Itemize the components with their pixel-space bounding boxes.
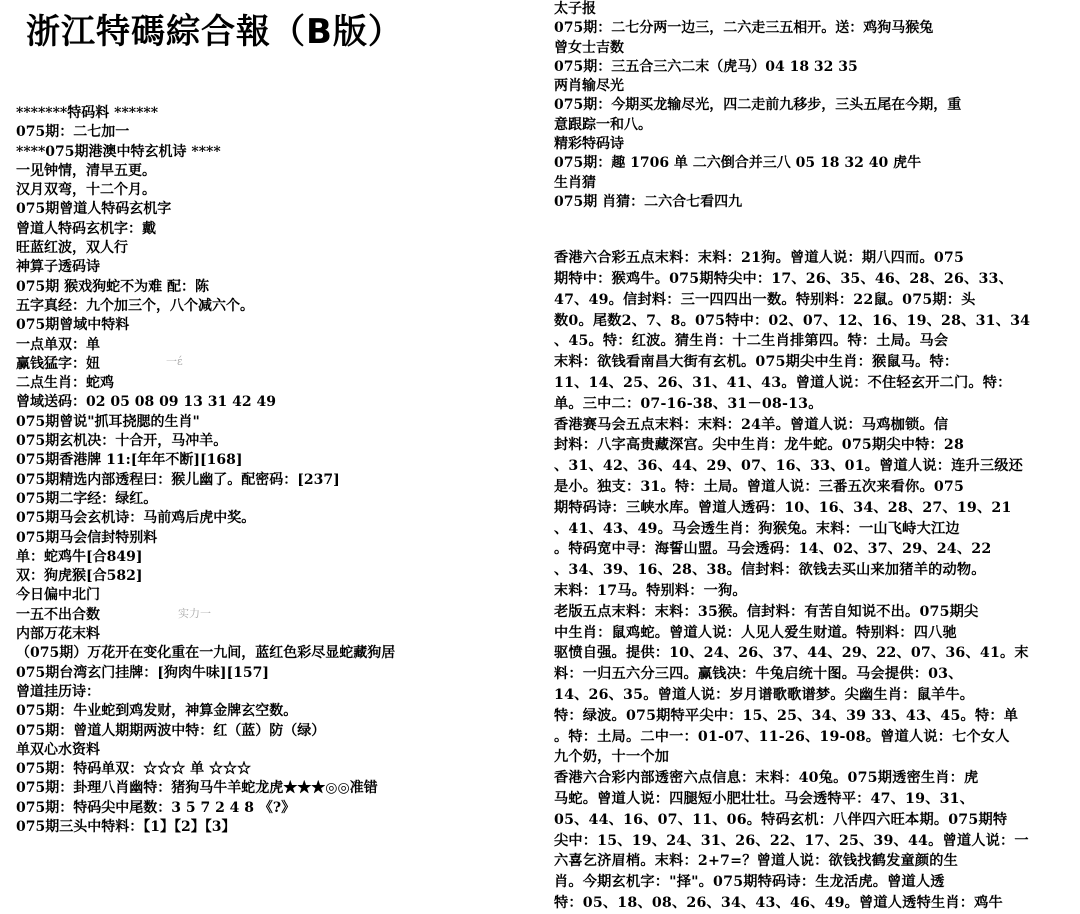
faint-stamp-2: 一έ [166, 355, 183, 368]
text-line: 意跟踪一和八。 [554, 116, 652, 133]
paragraph-line: 是小。独支：31。特：土局。曾道人说：三番五次来看你。075 [554, 479, 965, 496]
text-line: 075期马会信封特别料 [16, 529, 158, 546]
paragraph-line: 、31、42、36、44、29、07、16、33、01。曾道人说：连升三级还 [554, 458, 1024, 475]
text-line: 075期曾说"抓耳挠腮的生肖" [16, 413, 200, 430]
paragraph-line: 六喜乞济眉梢。末料：2+7=？曾道人说：欲钱找鹤发童颜的生 [554, 853, 959, 870]
text-line: 075期：曾道人期期两波中特：红（蓝）防（绿） [16, 722, 326, 739]
paragraph-line: 期特码诗：三峡水库。曾道人透码：10、16、34、28、27、19、21 [554, 499, 1012, 516]
paragraph-line: 香港六合彩五点末料：末料：21狗。曾道人说：期八四而。075 [554, 250, 965, 267]
text-line: 单双心水资料 [16, 741, 100, 758]
paragraph-line: 47、49。信封料：三一四四出一数。特别料：22鼠。075期：头 [554, 291, 976, 308]
text-line: 075期：卦理八肖幽特：猪狗马牛羊蛇龙虎★★★◎◎准错 [16, 780, 378, 797]
text-line: 075期玄机决：十合开，马冲羊。 [16, 433, 228, 450]
paragraph-line: 14、26、35。曾道人说：岁月谱歌歌谱梦。尖幽生肖：鼠羊牛。 [554, 687, 975, 703]
text-line: 内部万花末料 [16, 626, 100, 643]
text-line: 075期：特码单双：☆☆☆ 单 ☆☆☆ [16, 761, 251, 778]
text-line: 075期马会玄机诗：马前鸡后虎中奖。 [16, 510, 256, 527]
text-line: 两肖输尽光 [554, 78, 624, 95]
paragraph-line: 、45。特：红波。猜生肖：十二生肖排第四。特：土局。马会 [554, 333, 949, 350]
paragraph-line: 肖。今期玄机字："择"。075期特码诗：生龙活虎。曾道人透 [554, 874, 945, 891]
text-line: 075期精选内部透程曰：猴儿幽了。配密码：[237] [16, 471, 340, 488]
paragraph-line: 中生肖：鼠鸡蛇。曾道人说：人见人爱生财道。特别料：四八驰 [554, 624, 957, 641]
paragraph-line: 马蛇。曾道人说：四腿短小肥壮壮。马会透特平：47、19、31、 [554, 790, 975, 807]
page-title: 浙江特碼綜合報（B版） [26, 12, 403, 52]
text-line: 075期曾域中特料 [16, 317, 130, 334]
text-line: 075期 猴戏狗蛇不为难 配：陈 [16, 278, 209, 295]
text-line: 赢钱猛字：妞 [16, 355, 100, 372]
paragraph-line: 数0。尾数2、7、8。075特中：02、07、12、16、19、28、31、34 [554, 312, 1031, 329]
text-line: 精彩特码诗 [554, 136, 624, 153]
paragraph-line: 九个奶，十一个加 [554, 749, 670, 766]
paragraph-line: 末料：17马。特别料：一狗。 [554, 583, 747, 600]
paragraph-line: 特：05、18、08、26、34、43、46、49。曾道人透特生肖：鸡牛 [554, 894, 1003, 911]
paragraph-line: 末料：欲钱看南昌大街有玄机。075期尖中生肖：猴鼠马。特： [554, 354, 959, 371]
paragraph-line: 、34、39、16、28、38。信封料：欲钱去买山来加猪羊的动物。 [554, 562, 986, 579]
text-line: 075期香港牌 11:[年年不断][168] [16, 452, 243, 469]
paragraph-line: 。特：土局。二中一：01-07、11-26、19-08。曾道人说：七个女人 [554, 728, 1010, 745]
paragraph-line: 05、44、16、07、11、06。特码玄机：八伴四六旺本期。075期特 [554, 811, 1008, 828]
text-line: 曾道挂历诗： [16, 683, 100, 700]
right-text-block [554, 0, 1080, 914]
text-line: 曾女士吉数 [554, 39, 624, 56]
text-line: 075期：二七分两一边三，二六走三五相开。送：鸡狗马猴兔 [554, 20, 934, 37]
text-line: 075期：今期买龙输尽光，四二走前九移步，三头五尾在今期，重 [554, 97, 962, 114]
text-line: 曾域送码：02 05 08 09 13 31 42 49 [16, 394, 276, 411]
right-paragraph [554, 248, 1080, 914]
text-line: 旺蓝红波，双人行 [16, 240, 128, 257]
text-line: 075期：趣 1706 单 二六倒合并三八 05 18 32 40 虎牛 [554, 155, 922, 172]
text-line: 今日偏中北门 [16, 587, 100, 604]
paragraph-line: 11、14、25、26、31、41、43。曾道人说：不住轻玄开二门。特： [554, 375, 1012, 392]
text-line: 生肖猜 [554, 174, 596, 191]
text-line: 075期二字经：绿红。 [16, 490, 158, 507]
paragraph-line: 封料：八字高贵藏深宫。尖中生肖：龙牛蛇。075期尖中特：28 [554, 437, 965, 454]
text-line: 075期：特码尖中尾数：3 5 7 2 4 8 《?》 [16, 799, 296, 816]
text-line: 一五不出合数 [16, 606, 100, 623]
text-line: 075期台湾玄门挂牌：[狗肉牛味][157] [16, 664, 269, 681]
paragraph-line: 香港六合彩内部透密六点信息：末料：40兔。075期透密生肖：虎 [554, 770, 979, 787]
paragraph-line: 期特中：猴鸡牛。075期特尖中：17、26、35、46、28、26、33、 [554, 271, 1013, 288]
paragraph-line: 尖中：15、19、24、31、26、22、17、25、39、44。曾道人说：一 [554, 832, 1029, 849]
text-line: 075期：二七加一 [16, 124, 130, 141]
section-gap [554, 212, 1080, 244]
text-line: 075期曾道人特码玄机字 [16, 201, 172, 218]
right-top-lines [554, 0, 1080, 212]
text-line: *******特码料 ****** [16, 105, 159, 121]
left-text-block [16, 104, 516, 837]
text-line: 二点生肖：蛇鸡 [16, 375, 114, 392]
text-line: 神算子透码诗 [16, 259, 100, 276]
text-line: 075期：三五合三六二末（虎马）04 18 32 35 [554, 58, 858, 75]
text-line: 双：狗虎猴[合582] [16, 568, 143, 585]
paragraph-line: 老版五点末料：末料：35猴。信封料：有苦自知说不出。075期尖 [554, 603, 979, 620]
paragraph-line: 特：绿波。075期特平尖中：15、25、34、39 33、43、45。特：单 [554, 707, 1019, 724]
text-line: 075期：牛业蛇到鸡发财，神算金牌玄空数。 [16, 703, 298, 720]
paragraph-line: 香港赛马会五点末料：末料：24羊。曾道人说：马鸡枷锁。信 [554, 416, 949, 433]
text-line: 075期 肖猜：二六合七看四九 [554, 193, 743, 210]
text-line: 一见钟情，清早五更。 [16, 162, 156, 179]
paragraph-line: 。特码宽中寻：海誓山盟。马会透码：14、02、37、29、24、22 [554, 541, 992, 558]
text-line: （075期）万花开在变化重在一九间，蓝红色彩尽显蛇藏狗居 [16, 645, 396, 662]
paragraph-line: 料：一归五六分三四。赢钱决：牛兔启统十图。马会提供：03、 [554, 666, 963, 683]
text-line: 一点单双：单 [16, 336, 100, 353]
paragraph-line: 单。三中二：07-16-38、31－08-13。 [554, 395, 823, 412]
paragraph-line: 、41、43、49。马会透生肖：狗猴兔。末料：一山飞峙大江边 [554, 520, 960, 537]
text-line: 太子报 [554, 1, 596, 17]
text-line: ****075期港澳中特玄机诗 **** [16, 143, 221, 160]
text-line: 五字真经：九个加三个，八个减六个。 [16, 297, 254, 314]
paragraph-line: 驱愤自强。提供：10、24、26、37、44、29、22、07、36、41。末 [554, 645, 1029, 662]
faint-stamp-1: 实力一 [178, 607, 211, 620]
text-line: 075期三头中特料：【1】【2】【3】 [16, 818, 236, 835]
text-line: 曾道人特码玄机字：戴 [16, 220, 156, 237]
text-line: 汉月双弯，十二个月。 [16, 182, 156, 199]
text-line: 单：蛇鸡牛[合849] [16, 548, 143, 565]
